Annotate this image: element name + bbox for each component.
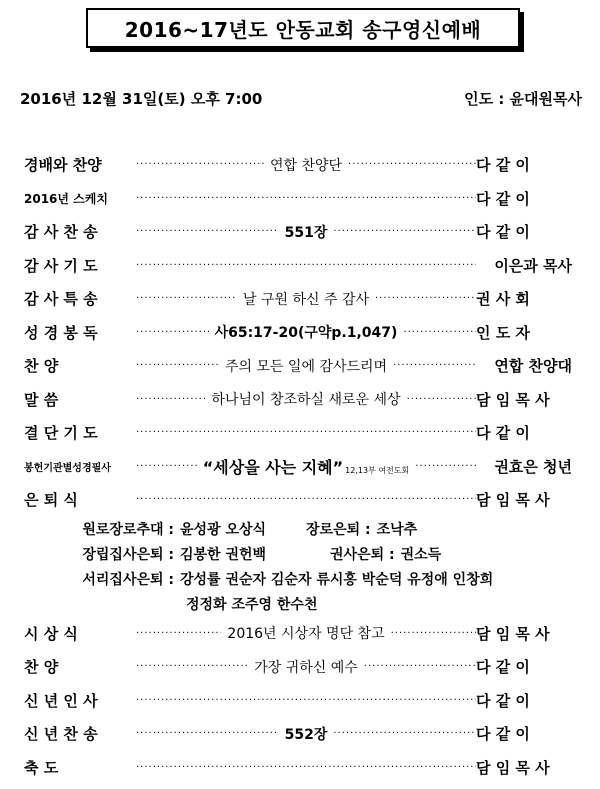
- dot-leader: [136, 728, 279, 739]
- dot-leader: [136, 159, 264, 170]
- program-item: 경배와 찬양: [24, 156, 102, 175]
- content-note: 12,13부 여전도회: [345, 465, 410, 475]
- program-row: [24, 617, 572, 651]
- program-item: 찬 양: [24, 658, 59, 677]
- program-content: 2016년 시상자 명단 참고: [227, 626, 385, 643]
- program-item: 결 단 기 도: [24, 424, 98, 443]
- program-leader: 권효은 청년: [494, 457, 572, 476]
- retirement-names: 강성률 권순자 김순자 류시홍 박순덕 유정애 인창희: [180, 572, 494, 588]
- program-leader: 다 같 이: [476, 424, 530, 443]
- dot-leader: [136, 327, 209, 338]
- program-row: [24, 316, 572, 350]
- retirement-line: [24, 567, 572, 592]
- program-leader: 다 같 이: [476, 223, 530, 242]
- dot-leader: [333, 728, 476, 739]
- program-item: 은 퇴 식: [24, 491, 78, 510]
- dot-leader: [136, 494, 476, 505]
- dot-leader: [136, 260, 476, 271]
- dot-leader: [136, 293, 237, 304]
- service-date: 2016년 12월 31일(토) 오후 7:00: [20, 90, 263, 108]
- program-item: 말 씀: [24, 390, 59, 409]
- retirement-names: 김봉한 권헌백: [180, 547, 267, 563]
- dot-leader: [375, 293, 476, 304]
- dot-leader: [136, 226, 279, 237]
- program-content: 하나님이 창조하실 새로운 세상: [211, 392, 401, 409]
- dot-leader: [364, 661, 476, 672]
- program-leader: 다 같 이: [476, 189, 530, 208]
- program-row: [24, 650, 572, 684]
- retirement-line: [24, 517, 572, 542]
- program-row: [24, 148, 572, 182]
- program-content: 날 구원 하신 주 감사: [243, 291, 369, 308]
- program-content: 사65:17-20(구약p.1,047): [214, 325, 398, 342]
- program-row: [24, 684, 572, 718]
- dot-leader: [348, 159, 476, 170]
- service-leader: 인도 : 윤대원목사: [464, 90, 582, 108]
- retirement-category: 원로장로추대 :: [82, 522, 174, 538]
- dot-leader: [415, 461, 476, 472]
- program-row: [24, 383, 572, 417]
- retirement-names: 조낙추: [376, 522, 418, 538]
- program-content: 주의 모든 일에 감사드리며: [224, 358, 388, 375]
- dot-leader: [391, 628, 476, 639]
- dot-leader: [393, 360, 476, 371]
- retirement-category: 서리집사은퇴 :: [82, 572, 174, 588]
- program-leader: 다 같 이: [476, 691, 530, 710]
- program-content: 552장: [284, 726, 328, 743]
- program-item: 감 사 찬 송: [24, 223, 98, 242]
- program-leader: 다 같 이: [476, 156, 530, 175]
- retirement-names: 윤성광 오상식: [180, 522, 267, 538]
- program-leader: 연합 찬양대: [494, 357, 572, 376]
- program-item: 시 상 식: [24, 624, 78, 643]
- program-item: 찬 양: [24, 357, 59, 376]
- program-content: [197, 455, 415, 478]
- dot-leader: [136, 427, 476, 438]
- retirement-category: 권사은퇴 :: [330, 547, 395, 563]
- program-row: [24, 215, 572, 249]
- program-leader: 인 도 자: [476, 323, 530, 342]
- program-content: 가장 귀하신 예수: [254, 659, 358, 676]
- program-leader: 다 같 이: [476, 658, 530, 677]
- program-item: 감 사 특 송: [24, 290, 98, 309]
- dot-leader: [407, 394, 476, 405]
- sermon-title: “세상을 사는 지혜”: [202, 457, 344, 477]
- program-row: [24, 751, 572, 785]
- dot-leader: [136, 461, 197, 472]
- retirement-line: [24, 592, 572, 617]
- program-content: 551장: [284, 224, 328, 241]
- program-row: [24, 282, 572, 316]
- retirement-category: 장립집사은퇴 :: [82, 547, 174, 563]
- dot-leader: [136, 193, 476, 204]
- program-leader: 담 임 목 사: [476, 624, 550, 643]
- retirement-line: [24, 542, 572, 567]
- retirement-names: 정정화 조주영 한수천: [186, 597, 318, 613]
- dot-leader: [136, 661, 248, 672]
- retirement-names: 권소득: [400, 547, 442, 563]
- program-row: [24, 249, 572, 283]
- program-item: 축 도: [24, 758, 59, 777]
- order-of-service: [24, 148, 572, 784]
- retirement-category: 장로은퇴 :: [306, 522, 371, 538]
- page-title: 2016~17년도 안동교회 송구영신예배: [86, 8, 520, 48]
- program-row: [24, 416, 572, 450]
- program-item: 2016년 스케치: [24, 191, 108, 206]
- program-leader: 이은과 목사: [494, 256, 572, 275]
- program-row: [24, 483, 572, 517]
- program-item: 신 년 찬 송: [24, 725, 98, 744]
- program-leader: 담 임 목 사: [476, 491, 550, 510]
- program-content: 연합 찬양단: [269, 157, 343, 174]
- program-leader: 다 같 이: [476, 725, 530, 744]
- program-item: 신 년 인 사: [24, 691, 98, 710]
- program-row: [24, 349, 572, 383]
- program-row: [24, 450, 572, 484]
- dot-leader: [136, 695, 476, 706]
- program-item: 봉헌기관별성경필사: [24, 462, 111, 474]
- program-row: [24, 182, 572, 216]
- dot-leader: [136, 360, 219, 371]
- dot-leader: [136, 628, 221, 639]
- program-leader: 담 임 목 사: [476, 758, 550, 777]
- dot-leader: [403, 327, 476, 338]
- program-leader: 권 사 회: [476, 290, 530, 309]
- program-row: [24, 717, 572, 751]
- dot-leader: [136, 394, 205, 405]
- program-item: 성 경 봉 독: [24, 323, 98, 342]
- retirement-list: [24, 517, 572, 617]
- program-leader: 담 임 목 사: [476, 390, 550, 409]
- dot-leader: [333, 226, 476, 237]
- program-item: 감 사 기 도: [24, 256, 98, 275]
- dot-leader: [136, 762, 476, 773]
